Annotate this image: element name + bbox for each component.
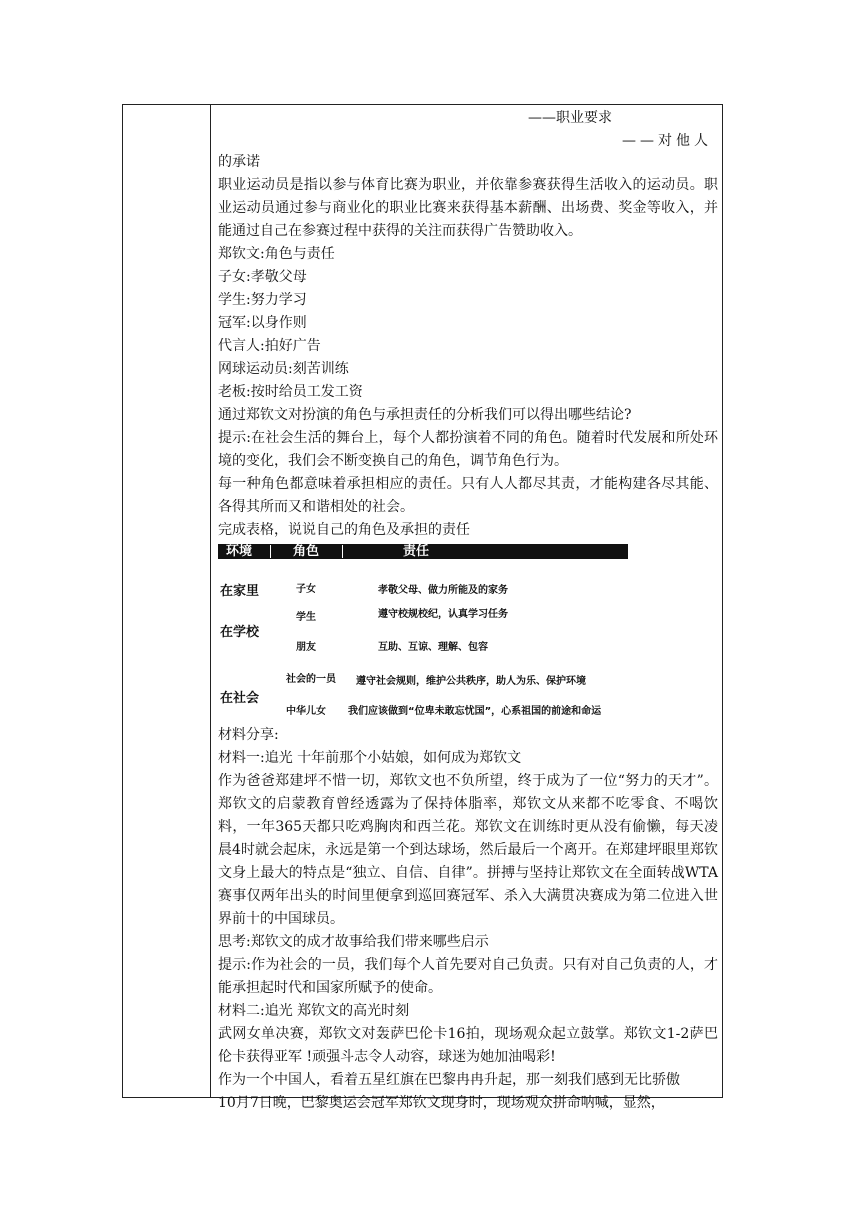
header-duty: 责任 (403, 544, 430, 559)
role-responsibility-table-image (218, 544, 628, 724)
paragraph: 完成表格，说说自己的角色及承担的责任 (218, 522, 470, 538)
duty-friend: 互助、互谅、理解、包容 (378, 642, 488, 653)
paragraph: 材料分享: (218, 727, 279, 743)
paragraph: 职业运动员是指以参与体育比赛为职业，并依靠参赛获得生活收入的运动员。职业运动员通过参与商业化的职业比赛来获得基本薪酬、出场费、奖金等收入，并能通过自己在参赛过程中获得的关注而获得广告赞助收入。 (218, 177, 718, 239)
env-school: 在学校 (220, 625, 260, 640)
role-item: 代言人:拍好广告 (218, 338, 321, 354)
header-environment: 环境 (226, 544, 253, 559)
paragraph: 的承诺 (218, 154, 260, 170)
heading-career-requirement: ——职业要求 (528, 110, 612, 126)
column-divider (210, 105, 211, 1097)
role-society-member: 社会的一员 (286, 674, 336, 685)
heading-promise-to-others: ——对他人 (622, 133, 712, 149)
role-chinese-citizen: 中华儿女 (286, 706, 326, 717)
paragraph: 每一种角色都意味着承担相应的责任。只有人人都尽其责，才能构建各尽其能、各得其所而又和谐相处的社会。 (218, 476, 718, 515)
paragraph: 提示:在社会生活的舞台上，每个人都扮演着不同的角色。随着时代发展和所处环境的变化，我们会不断变换自己的角色，调节角色行为。 (218, 430, 718, 469)
paragraph: 材料二:追光 郑钦文的高光时刻 (218, 1003, 410, 1019)
header-divider (342, 545, 343, 558)
header-role: 角色 (293, 544, 320, 559)
paragraph: 武网女单决赛，郑钦文对轰萨巴伦卡16拍，现场观众起立鼓掌。郑钦文1-2萨巴伦卡获得亚军 !顽强斗志令人动容，球迷为她加油喝彩! (218, 1026, 718, 1065)
role-student: 学生 (296, 612, 316, 623)
role-item: 学生:努力学习 (218, 292, 307, 308)
role-item: 冠军:以身作则 (218, 315, 307, 331)
paragraph: 材料一:追光 十年前那个小姑娘，如何成为郑钦文 (218, 750, 522, 766)
duty-student: 遵守校规校纪，认真学习任务 (378, 609, 508, 620)
paragraph: 提示:作为社会的一员，我们每个人首先要对自己负责。只有对自己负责的人，才能承担起时代和国家所赋予的使命。 (218, 957, 718, 996)
role-item: 子女:孝敬父母 (218, 269, 307, 285)
heading-block (218, 105, 718, 151)
duty-child: 孝敬父母、做力所能及的家务 (378, 585, 508, 596)
role-friend: 朋友 (296, 642, 316, 653)
duty-society-member: 遵守社会规则，维护公共秩序，助人为乐、保护环境 (356, 676, 586, 687)
paragraph: 作为爸爸郑建坪不惜一切，郑钦文也不负所望，终于成为了一位“努力的天才”。 郑钦文的启蒙教育曾经透露为了保持体脂率，郑钦文从来都不吃零食、不喝饮料，一年365天都只吃鸡胸肉和西兰花。郑钦文在训练时更从没有偷懒，每天凌晨4时就会起床，永远是第一个到达球场，然后最后一个离开。在郑建坪眼里郑钦文身上最大的特点是“独立、自信、自律”。拼搏与坚持让郑钦文在全面转战WTA赛事仅两年出头的时间里便拿到巡回赛冠军、杀入大满贯决赛成为第二位进入世界前十的中国球员。 (218, 773, 718, 927)
role-item: 老板:按时给员工发工资 (218, 384, 363, 400)
duty-chinese-citizen: 我们应该做到“位卑未敢忘忧国”，心系祖国的前途和命运 (348, 706, 602, 717)
role-item: 网球运动员:刻苦训练 (218, 361, 349, 377)
env-society: 在社会 (220, 691, 260, 706)
header-divider (270, 545, 271, 558)
paragraph: 郑钦文:角色与责任 (218, 246, 335, 262)
paragraph: 通过郑钦文对扮演的角色与承担责任的分析我们可以得出哪些结论? (218, 407, 632, 423)
document-table (122, 104, 723, 1111)
lesson-content (218, 105, 718, 1115)
paragraph: 思考:郑钦文的成才故事给我们带来哪些启示 (218, 934, 489, 950)
role-child: 子女 (296, 584, 316, 595)
env-home: 在家里 (220, 584, 260, 599)
role-table-header (218, 544, 628, 559)
paragraph: 作为一个中国人，看着五星红旗在巴黎冉冉升起，那一刻我们感到无比骄傲 (218, 1072, 680, 1088)
paragraph: 10月7日晚，巴黎奥运会冠军郑钦文现身时，现场观众拼命呐喊，显然， (218, 1095, 665, 1111)
